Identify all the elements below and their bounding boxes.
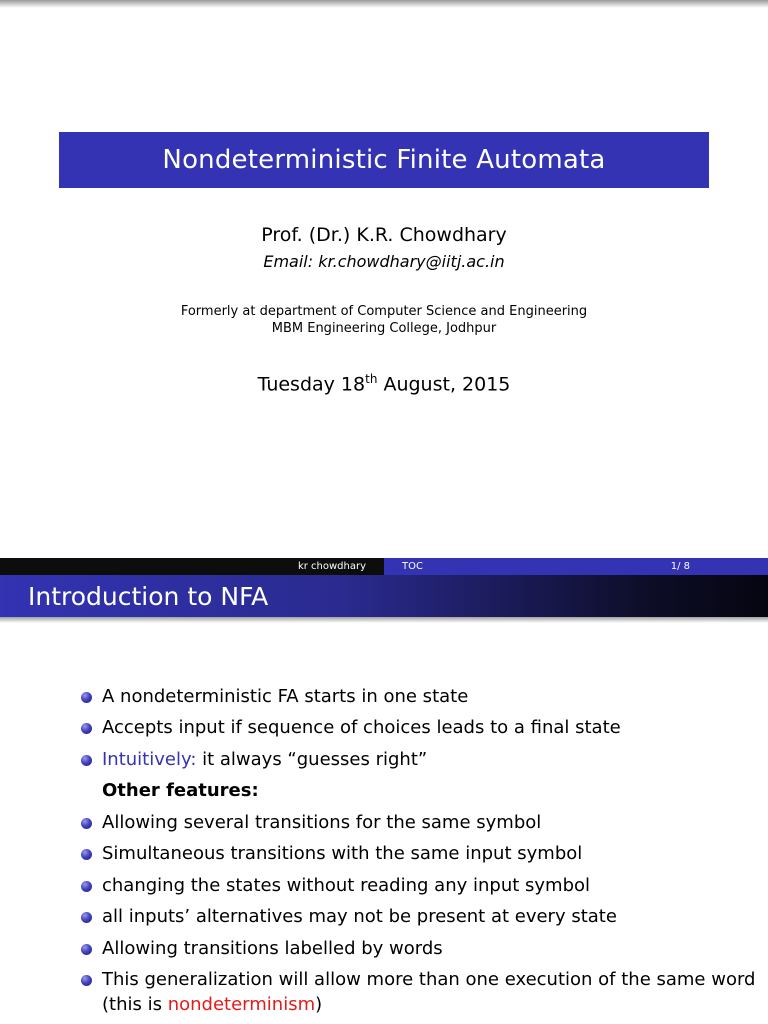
bullet-ball-icon xyxy=(81,849,92,860)
bullet-ball-icon xyxy=(81,755,92,766)
footer-page-text: 1/ 8 xyxy=(670,561,690,572)
other-features-heading xyxy=(0,778,768,803)
list-item-text: This generalization will allow more than one execution of the same word (this is xyxy=(102,969,756,1015)
institute-line-2: MBM Engineering College, Jodhpur xyxy=(271,321,497,336)
nondeterminism-highlight: nondeterminism xyxy=(167,994,316,1015)
list-item xyxy=(0,904,768,929)
list-item xyxy=(0,684,768,709)
list-item-text: Simultaneous transitions with the same input symbol xyxy=(102,843,583,864)
list-item xyxy=(0,873,768,898)
slide-footer xyxy=(0,558,768,575)
other-features-text: Other features: xyxy=(102,780,259,801)
list-item-text: changing the states without reading any input symbol xyxy=(102,875,591,896)
date-day: Tuesday 18 xyxy=(257,373,366,396)
footer-author-text: kr chowdhary xyxy=(297,561,366,572)
bullet-ball-icon xyxy=(81,881,92,892)
author-email: Email: kr.chowdhary@iitj.ac.in xyxy=(263,252,505,271)
list-item-text: all inputs’ alternatives may not be present at every state xyxy=(102,906,617,927)
list-item xyxy=(0,936,768,961)
date-ordinal: th xyxy=(365,372,378,386)
institute-line-1: Formerly at department of Computer Science and Engineering xyxy=(180,304,588,319)
list-item xyxy=(0,810,768,835)
footer-page-number xyxy=(574,558,768,575)
list-item-suffix: ) xyxy=(315,994,323,1015)
list-item-text: A nondeterministic FA starts in one state xyxy=(102,686,469,707)
intuitive-text: it always “guesses right” xyxy=(196,749,428,770)
bullet-ball-icon xyxy=(81,912,92,923)
list-item xyxy=(0,967,768,1017)
frame-title-shadow xyxy=(0,617,768,623)
list-item xyxy=(0,715,768,740)
intuitive-label: Intuitively: xyxy=(102,749,197,770)
bullet-ball-icon xyxy=(81,692,92,703)
list-item-text: Accepts input if sequence of choices leads to a final state xyxy=(102,717,621,738)
frame-title-bar xyxy=(0,575,768,617)
date-rest: August, 2015 xyxy=(377,373,511,396)
list-item xyxy=(0,747,768,772)
bullet-ball-icon xyxy=(81,818,92,829)
list-item-text: Allowing several transitions for the same symbol xyxy=(102,812,542,833)
footer-author xyxy=(0,558,384,575)
slide-title-box xyxy=(59,132,709,188)
frame-title: Introduction to NFA xyxy=(28,581,269,611)
author-name: Prof. (Dr.) K.R. Chowdhary xyxy=(261,224,507,246)
bullet-ball-icon xyxy=(81,723,92,734)
footer-short-title-text: TOC xyxy=(402,561,423,572)
slide-title: Nondeterministic Finite Automata xyxy=(162,145,606,175)
list-item xyxy=(0,841,768,866)
top-shadow xyxy=(0,0,768,8)
list-item-text: Allowing transitions labelled by words xyxy=(102,938,443,959)
presentation-date xyxy=(0,372,768,395)
bullet-ball-icon xyxy=(81,944,92,955)
bullet-list xyxy=(0,684,768,1017)
footer-short-title xyxy=(384,558,574,575)
bullet-ball-icon xyxy=(81,975,92,986)
